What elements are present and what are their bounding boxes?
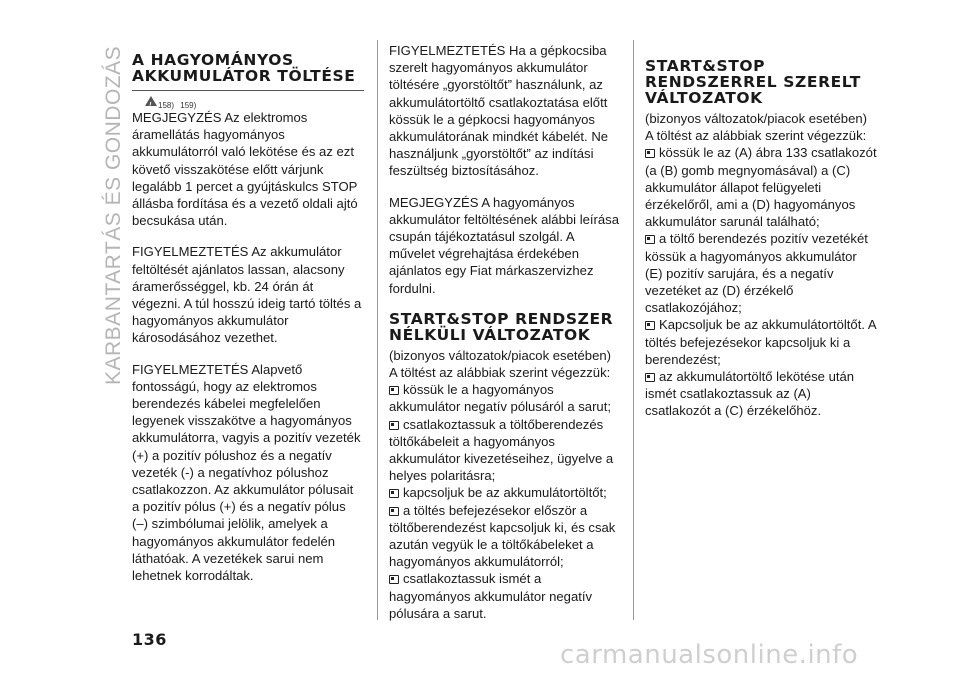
note-paragraph-service: MEGJEGYZÉS A hagyományos akkumulátor feltöltésének alábbi leírása csupán tájékoztatásul szolgál. A művelet végrehajtása érdekében ajánlatos egy Fiat márkaszervizhez fordulni. — [389, 194, 619, 296]
column-3 — [645, 58, 877, 420]
list-item: csatlakoztassuk a töltőberendezés töltőkábeleit a hagyományos akkumulátor kivezetéseihez, ügyelve a helyes polaritásra; — [389, 416, 614, 484]
warning-ref-158[interactable]: 158) — [158, 101, 175, 110]
column-1 — [132, 52, 364, 598]
note-paragraph: MEGJEGYZÉS Az elektromos áramellátás hagyományos akkumulátorról való lekötése és az ezt követő visszakötése előtt várjunk legalább 1 percet a gyújtáskulcs STOP állásba fordítása és a vezető oldali ajtó becsukása után. — [132, 110, 358, 229]
column-divider — [633, 40, 634, 620]
bullet-icon — [645, 321, 655, 330]
list-item: kapcsoljuk be az akkumulátortöltőt; — [389, 484, 621, 501]
subtitle: (bizonyos változatok/piacok esetében) — [389, 347, 611, 363]
warning-references — [146, 97, 364, 108]
steps-list — [645, 144, 877, 419]
bullet-icon — [389, 421, 399, 430]
list-item: az akkumulátortöltő lekötése után ismét csatlakoztassuk az (A) csatlakozót a (C) érzékelőhöz. — [645, 369, 855, 419]
column-divider — [377, 40, 378, 620]
warning-paragraph-slow-charge: FIGYELMEZTETÉS Az akkumulátor feltöltését ajánlatos lassan, alacsony áramerősséggel, kb. 24 órán át végezni. A túl hosszú ideig tartó töltés a hagyományos akkumulátor károsodásához vezethet. — [132, 244, 362, 346]
list-item: kössük le a hagyományos akkumulátor negatív pólusáról a sarut; — [389, 382, 611, 415]
bullet-icon — [645, 235, 655, 244]
bullet-icon — [389, 575, 399, 584]
list-item: a töltés befejezésekor először a töltőberendezést kapcsoljuk ki, és csak azután vegyük le a töltőkábeleket a hagyományos akkumulátorról; — [389, 502, 616, 570]
column-2 — [389, 42, 621, 622]
list-item: kössük le az (A) ábra 133 csatlakozót (a (B) gomb megnyomásával) a (C) akkumulátor állapot felügyeleti érzékelőről, ami a (D) hagyományos akkumulátor sarunál található; — [645, 145, 877, 230]
bullet-icon — [389, 489, 399, 498]
warning-triangle-icon — [145, 96, 157, 106]
subtitle: (bizonyos változatok/piacok esetében) — [645, 111, 867, 126]
intro-text: A töltést az alábbiak szerint végezzük: — [389, 365, 611, 381]
section-title-conventional-battery-charging: A HAGYOMÁNYOS AKKUMULÁTOR TÖLTÉSE — [132, 52, 364, 91]
bullet-icon — [389, 386, 399, 395]
section-title-start-stop: START&STOP RENDSZERREL SZERELT VÁLTOZATOK — [645, 57, 861, 107]
section-side-label: KARBANTARTÁS ÉS GONDOZÁS — [102, 45, 125, 385]
warning-paragraph-fast-charger: FIGYELMEZTETÉS Ha a gépkocsiba szerelt hagyományos akkumulátor töltésére „gyorstöltőt” használunk, az akkumulátortöltő csatlakoztatása előtt kössük le a gépkocsi hagyományos akkumulátorának mindkét kábelét. Ne használjunk „gyorstöltőt” az indítási feszültség biztosításához. — [389, 43, 609, 179]
steps-list — [389, 381, 621, 622]
bullet-icon — [645, 373, 655, 382]
bullet-icon — [389, 507, 399, 516]
list-item: a töltő berendezés pozitív vezetékét kössük a hagyományos akkumulátor (E) pozitív sarujára, és a negatív vezetéket az (D) érzékelő csatlakozójához; — [645, 231, 868, 316]
warning-ref-159[interactable]: 159) — [180, 101, 197, 110]
warning-paragraph-polarity: FIGYELMEZTETÉS Alapvető fontosságú, hogy az elektromos berendezés kábelei megfelelően legyenek visszakötve a hagyományos akkumulátorra, vagyis a pozitív vezeték (+) a pozitív pólushoz és a negatív vezeték (-) a negatívhoz pólushoz csatlakozzon. Az akkumulátor pólusait a pozitív pólus (+) és a negatív pólus (–) szimbólumai jelölik, amelyek a hagyományos akkumulátor fedelén láthatóak. A vezetékek sarui nem lehetnek korrodáltak. — [132, 361, 361, 584]
list-item: csatlakoztassuk ismét a hagyományos akkumulátor negatív pólusára a sarut. — [389, 571, 593, 621]
page-number: 136 — [132, 630, 167, 649]
bullet-icon — [645, 149, 655, 158]
intro-text: A töltést az alábbiak szerint végezzük: — [645, 128, 867, 144]
list-item: Kapcsoljuk be az akkumulátortöltőt. A töltés befejezésekor kapcsoljuk ki a berendezést; — [645, 317, 876, 367]
watermark: carmanualsonline.info — [560, 640, 859, 670]
section-title-no-start-stop: START&STOP RENDSZER NÉLKÜLI VÁLTOZATOK — [389, 309, 614, 344]
